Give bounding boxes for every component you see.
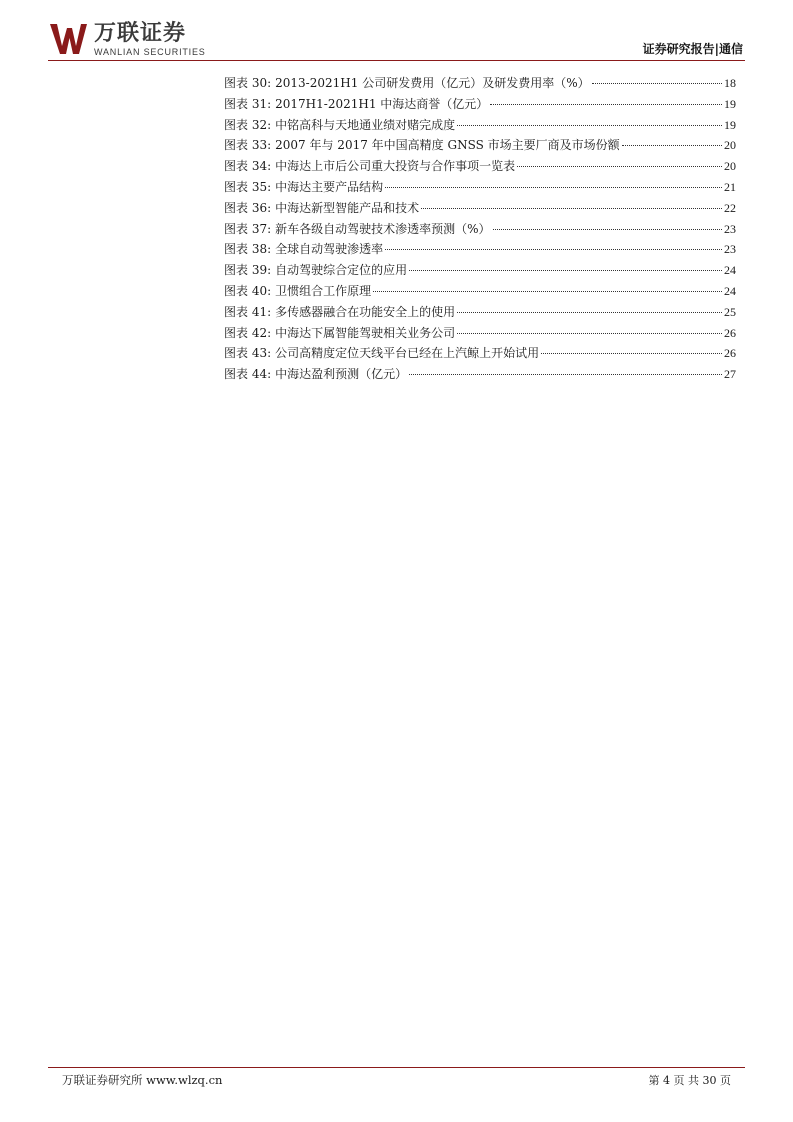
toc-entry-title: 卫惯组合工作原理 xyxy=(275,283,372,298)
toc-entry-page: 19 xyxy=(724,117,736,132)
toc-entry[interactable] xyxy=(224,239,736,260)
toc-entry-title: 全球自动驾驶渗透率 xyxy=(275,242,384,257)
toc-entry-title: 中海达下属智能驾驶相关业务公司 xyxy=(275,325,456,340)
toc-entry-title: 2017H1-2021H1 中海达商誉（亿元） xyxy=(275,96,489,111)
toc-entry[interactable] xyxy=(224,260,736,281)
toc-leader-dots xyxy=(457,312,722,313)
toc-leader-dots xyxy=(592,83,722,84)
toc-entry[interactable] xyxy=(224,343,736,364)
toc-leader-dots xyxy=(385,187,722,188)
toc-entry-label: 图表 37: xyxy=(224,221,272,236)
company-logo xyxy=(48,22,206,58)
toc-entry-label: 图表 41: xyxy=(224,304,272,319)
toc-entry-label: 图表 40: xyxy=(224,283,272,298)
wanlian-logo-icon xyxy=(48,22,88,56)
toc-leader-dots xyxy=(421,208,722,209)
footer-page-number: 第 4 页 共 30 页 xyxy=(648,1074,731,1087)
toc-entry[interactable] xyxy=(224,115,736,136)
toc-entry[interactable] xyxy=(224,198,736,219)
toc-entry[interactable] xyxy=(224,364,736,385)
toc-entry-page: 27 xyxy=(724,367,736,382)
toc-entry-page: 25 xyxy=(724,304,736,319)
toc-entry-page: 20 xyxy=(724,138,736,153)
toc-entry[interactable] xyxy=(224,323,736,344)
toc-leader-dots xyxy=(541,353,722,354)
report-type: 证券研究报告|通信 xyxy=(642,42,743,56)
toc-entry-label: 图表 38: xyxy=(224,242,272,257)
toc-entry-title: 多传感器融合在功能安全上的使用 xyxy=(275,304,456,319)
toc-leader-dots xyxy=(493,229,722,230)
toc-entry-title: 自动驾驶综合定位的应用 xyxy=(275,263,408,278)
toc-leader-dots xyxy=(490,104,722,105)
toc-entry-label: 图表 34: xyxy=(224,159,272,174)
toc-entry-label: 图表 42: xyxy=(224,325,272,340)
toc-entry[interactable] xyxy=(224,302,736,323)
toc-entry-title: 中海达主要产品结构 xyxy=(275,179,384,194)
toc-entry-label: 图表 32: xyxy=(224,117,272,132)
toc-entry-page: 20 xyxy=(724,159,736,174)
toc-entry-title: 中海达盈利预测（亿元） xyxy=(275,367,408,382)
toc-entry-page: 23 xyxy=(724,221,736,236)
toc-entry-page: 22 xyxy=(724,200,736,215)
toc-leader-dots xyxy=(457,333,722,334)
toc-entry-page: 24 xyxy=(724,263,736,278)
header-divider xyxy=(48,60,745,61)
toc-leader-dots xyxy=(409,270,722,271)
table-of-figures xyxy=(224,73,736,385)
toc-leader-dots xyxy=(457,125,722,126)
toc-leader-dots xyxy=(622,145,722,146)
toc-entry-title: 新车各级自动驾驶技术渗透率预测（%） xyxy=(275,221,491,236)
toc-entry-label: 图表 43: xyxy=(224,346,272,361)
toc-entry-title: 2013-2021H1 公司研发费用（亿元）及研发费用率（%） xyxy=(275,76,590,90)
toc-entry-title: 中海达新型智能产品和技术 xyxy=(275,200,420,215)
toc-entry-page: 26 xyxy=(724,346,736,361)
toc-entry[interactable] xyxy=(224,281,736,302)
toc-entry-title: 2007 年与 2017 年中国高精度 GNSS 市场主要厂商及市场份额 xyxy=(275,138,620,153)
toc-entry-label: 图表 44: xyxy=(224,367,272,382)
logo-chinese-name: 万联证券 xyxy=(94,21,187,46)
toc-entry-page: 18 xyxy=(724,76,736,90)
toc-entry-page: 21 xyxy=(724,179,736,194)
toc-leader-dots xyxy=(385,249,722,250)
toc-entry[interactable] xyxy=(224,219,736,240)
toc-entry-page: 26 xyxy=(724,325,736,340)
toc-entry-title: 中海达上市后公司重大投资与合作事项一览表 xyxy=(275,159,516,174)
toc-entry-label: 图表 36: xyxy=(224,200,272,215)
toc-entry[interactable] xyxy=(224,73,736,94)
toc-leader-dots xyxy=(409,374,722,375)
footer-divider xyxy=(48,1067,745,1068)
logo-english-name: WANLIAN SECURITIES xyxy=(94,47,206,57)
toc-entry-label: 图表 39: xyxy=(224,263,272,278)
toc-entry[interactable] xyxy=(224,156,736,177)
footer-institute: 万联证券研究所 www.wlzq.cn xyxy=(62,1073,223,1087)
toc-leader-dots xyxy=(373,291,722,292)
toc-leader-dots xyxy=(517,166,722,167)
toc-entry-page: 23 xyxy=(724,242,736,257)
toc-entry[interactable] xyxy=(224,177,736,198)
toc-entry-label: 图表 31: xyxy=(224,96,272,111)
toc-entry-label: 图表 30: xyxy=(224,76,272,90)
toc-entry-title: 中铭高科与天地通业绩对赌完成度 xyxy=(275,117,456,132)
toc-entry-label: 图表 33: xyxy=(224,138,272,153)
toc-entry[interactable] xyxy=(224,135,736,156)
toc-entry-title: 公司高精度定位天线平台已经在上汽鲸上开始试用 xyxy=(275,346,540,361)
toc-entry-label: 图表 35: xyxy=(224,179,272,194)
toc-entry-page: 24 xyxy=(724,283,736,298)
toc-entry-page: 19 xyxy=(724,96,736,111)
toc-entry[interactable] xyxy=(224,94,736,115)
